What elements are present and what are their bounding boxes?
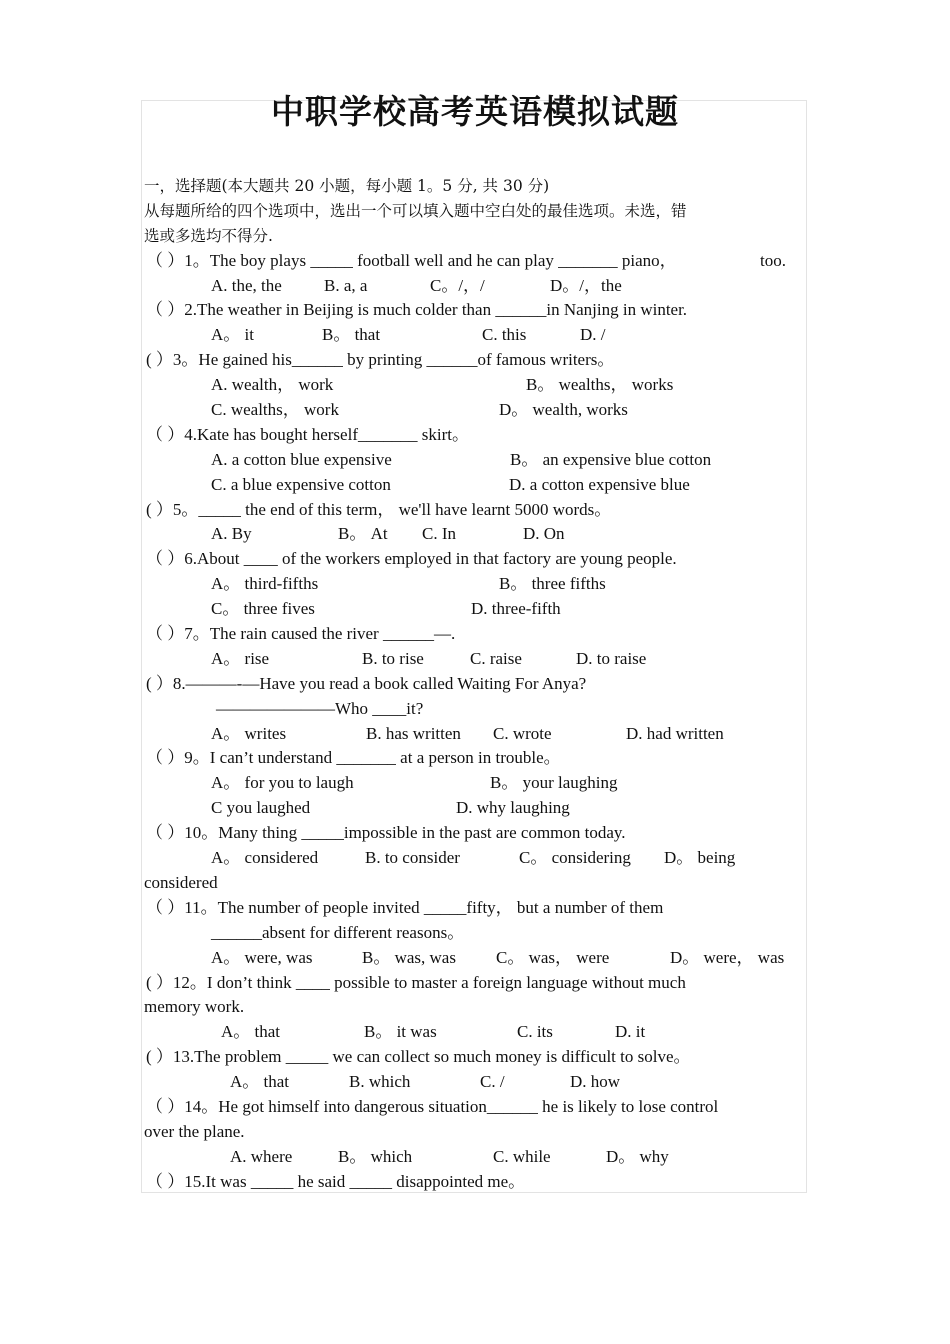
question-stem-line (144, 498, 808, 523)
options-line (144, 398, 808, 423)
option-a: A。 considered (211, 848, 319, 868)
option-b: B。 an expensive blue cotton (510, 449, 712, 469)
option-c: C. / (480, 1072, 505, 1092)
option-a: A。 writes (211, 723, 287, 743)
question-text: considered (144, 872, 218, 892)
option-d: D. to raise (576, 648, 647, 668)
option-d: D。 why (606, 1146, 669, 1166)
question-text: memory work. (144, 997, 245, 1017)
question-stem-line (144, 971, 808, 996)
options-line (144, 597, 808, 622)
option-c: C. raise (470, 648, 522, 668)
option-d: D. why laughing (456, 798, 570, 818)
option-b: B。 wealths， works (526, 375, 674, 395)
question-text: over the plane. (144, 1121, 245, 1141)
options-line (144, 846, 808, 871)
question-stem-line (144, 1095, 808, 1120)
question-text: （ ）14。He got himself into dangerous situation______ he is likely to lose control (146, 1096, 719, 1116)
option-c: C。 was， were (496, 947, 610, 967)
options-line (144, 473, 808, 498)
option-a: A. wealth， work (211, 375, 334, 395)
question-stem-line (144, 423, 808, 448)
question-stem-line (144, 896, 808, 921)
question-stem-line (144, 746, 808, 771)
option-c: C you laughed (211, 798, 311, 818)
section-heading (144, 174, 808, 199)
option-d: D. it (615, 1022, 646, 1042)
question-stem-line (144, 547, 808, 572)
instruction-text: 选或多选均不得分. (144, 226, 273, 245)
options-line (144, 1145, 808, 1170)
question-text: ( ）8.———-—Have you read a book called Waiting For Anya? (146, 673, 587, 693)
question-stem-line (144, 672, 808, 697)
option-d: D. / (580, 325, 606, 345)
option-b: B. which (349, 1072, 411, 1092)
option-b: B。 which (338, 1146, 413, 1166)
question-text: ( ）5。_____ the end of this term， we'll have learnt 5000 words。 (146, 499, 612, 519)
options-line (144, 946, 808, 971)
question-stem-line (144, 1120, 808, 1145)
option-a: A。 were, was (211, 947, 313, 967)
options-line (144, 522, 808, 547)
options-line (144, 274, 808, 299)
option-c: C. a blue expensive cotton (211, 474, 391, 494)
option-d: D. a cotton expensive blue (509, 474, 690, 494)
question-text: （ ）4.Kate has bought herself_______ skirt。 (146, 424, 469, 444)
options-line (144, 722, 808, 747)
question-text: （ ）1。The boy plays _____ football well and he can play _______ piano， (146, 250, 677, 270)
options-line (144, 647, 808, 672)
question-stem-line (144, 1045, 808, 1070)
option-a: A。 that (230, 1072, 290, 1092)
exam-title: 中职学校高考英语模拟试题 (271, 92, 679, 131)
instruction-line (144, 199, 808, 224)
options-line (144, 1070, 808, 1095)
option-a: A。 third-fifths (211, 574, 319, 594)
question-text: （ ）15.It was _____ he said _____ disappointed me。 (146, 1171, 526, 1191)
question-text: （ ）6.About ____ of the workers employed in that factory are young people. (146, 549, 677, 569)
question-text: too. (760, 250, 786, 270)
option-c: C。 considering (519, 848, 631, 868)
option-d: D. On (523, 524, 565, 544)
option-b: B. a, a (324, 275, 368, 295)
option-b: B。 your laughing (490, 773, 618, 793)
option-d: D。 were， was (670, 947, 785, 967)
option-d: D. had written (626, 723, 724, 743)
option-a: A. where (230, 1146, 293, 1166)
question-stem-line (144, 821, 808, 846)
section-heading-text: 一，选择题(本大题共 20 小题，每小题 1。5 分, 共 30 分) (144, 177, 550, 195)
instruction-text: 从每题所给的四个选项中，选出一个可以填入题中空白处的最佳选项。未选，错 (144, 201, 687, 220)
option-a: A. a cotton blue expensive (211, 449, 392, 469)
options-line (144, 323, 808, 348)
question-text: ( ）3。He gained his______ by printing ______of famous writers。 (146, 350, 615, 370)
option-d: D。 being (664, 848, 736, 868)
question-stem-line (144, 871, 808, 896)
option-c: C. wrote (493, 723, 552, 743)
option-b: B。 At (338, 524, 388, 544)
question-text: ———————Who ____it? (216, 698, 424, 718)
option-a: A。 for you to laugh (211, 773, 354, 793)
option-c: C. this (482, 325, 527, 345)
option-c: C. while (493, 1146, 551, 1166)
instruction-line (144, 224, 808, 249)
option-c: C. In (422, 524, 456, 544)
option-c: C. its (517, 1022, 553, 1042)
question-text: ______absent for different reasons。 (211, 922, 465, 942)
option-b: B。 that (322, 325, 381, 345)
option-d: D. how (570, 1072, 621, 1092)
option-c: C。 three fives (211, 599, 315, 619)
question-text: ( ）12。I don’t think ____ possible to master a foreign language without much (146, 972, 686, 992)
option-c: C. wealths， work (211, 400, 339, 420)
option-d: D. three-fifth (471, 599, 561, 619)
question-text: （ ）7。The rain caused the river ______—. (146, 624, 456, 644)
question-stem-line (144, 249, 808, 274)
option-a: A. By (211, 524, 252, 544)
option-a: A. the, the (211, 275, 282, 295)
question-stem-line (144, 995, 808, 1020)
question-stem-line (144, 697, 808, 722)
question-text: （ ）9。I can’t understand _______ at a person in trouble。 (146, 748, 561, 768)
question-text: ( ）13.The problem _____ we can collect so much money is difficult to solve。 (146, 1047, 691, 1067)
option-a: A。 rise (211, 648, 270, 668)
options-line (144, 771, 808, 796)
options-line (144, 572, 808, 597)
option-b: B。 three fifths (499, 574, 606, 594)
question-stem-line (144, 921, 808, 946)
question-stem-line (144, 348, 808, 373)
question-text: （ ）11。The number of people invited _____fifty， but a number of them (146, 897, 664, 917)
option-d: D。 wealth, works (499, 400, 628, 420)
question-text: （ ）10。Many thing _____impossible in the past are common today. (146, 823, 626, 843)
question-stem-line (144, 298, 808, 323)
option-d: D。/，the (550, 275, 622, 295)
options-line (144, 448, 808, 473)
option-b: B。 was, was (362, 947, 456, 967)
option-a: A。 it (211, 325, 254, 345)
option-c: C。/，/ (430, 275, 485, 295)
options-line (144, 796, 808, 821)
option-b: B。 it was (364, 1022, 437, 1042)
option-b: B. to consider (365, 848, 460, 868)
option-a: A。 that (221, 1022, 281, 1042)
question-stem-line (144, 1170, 808, 1195)
option-b: B. has written (366, 723, 461, 743)
options-line (144, 373, 808, 398)
options-line (144, 1020, 808, 1045)
multiple-choice-section (144, 174, 808, 1195)
question-text: （ ）2.The weather in Beijing is much colder than ______in Nanjing in winter. (146, 300, 688, 320)
option-b: B. to rise (362, 648, 424, 668)
question-stem-line (144, 622, 808, 647)
